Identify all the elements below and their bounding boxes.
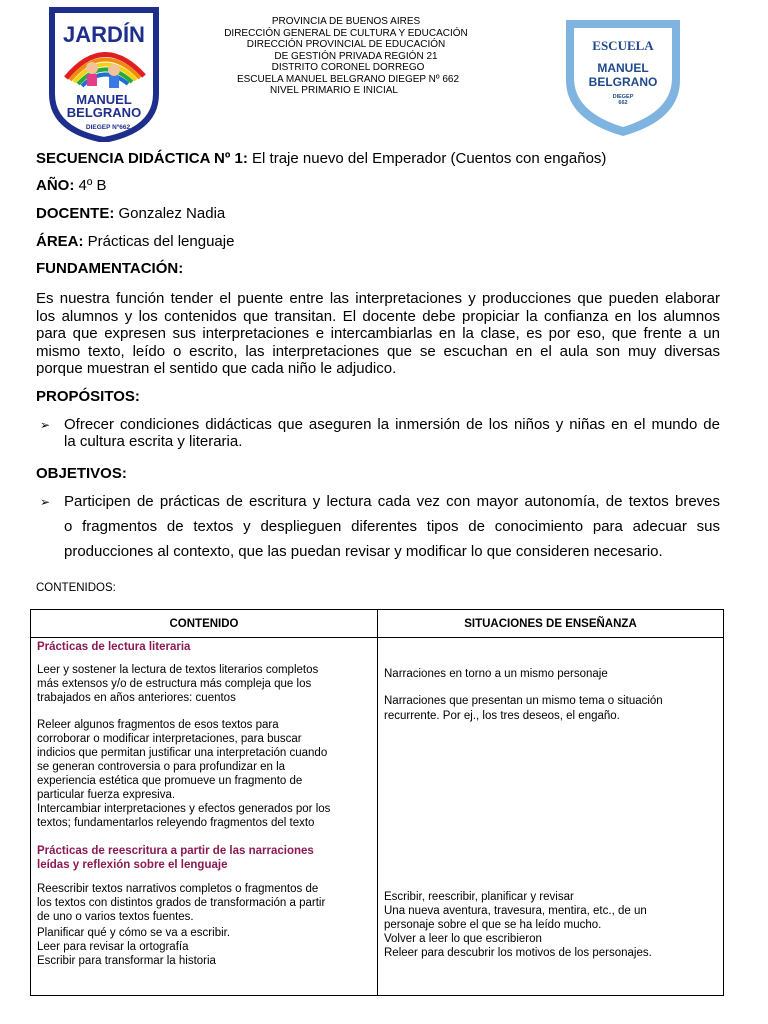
jardin-logo xyxy=(48,6,160,142)
situaciones-cell xyxy=(378,638,724,996)
area-field xyxy=(36,233,234,250)
cell-line: Intercambiar interpretaciones y efectos generados por los xyxy=(37,803,331,815)
header-line: DIRECCIÓN GENERAL DE CULTURA Y EDUCACIÓN xyxy=(224,27,468,39)
logo-left-name-1: MANUEL xyxy=(76,92,132,107)
arrow-bullet-icon: ➢ xyxy=(40,495,51,509)
logo-right-code-number: 662 xyxy=(618,100,628,106)
table-row xyxy=(31,638,724,996)
paragraph-line: porque muestran el sentido que cada niño le adjudico. xyxy=(36,360,397,377)
arrow-bullet-icon: ➢ xyxy=(40,418,51,432)
fundamentacion-paragraph xyxy=(36,290,720,378)
subheading-reescritura: Prácticas de reescritura a partir de las narraciones xyxy=(37,845,314,857)
fundamentacion-heading: FUNDAMENTACIÓN: xyxy=(36,260,184,277)
header-line: DISTRITO CORONEL DORREGO xyxy=(271,62,425,73)
bullet-line: o fragmentos de textos y desplieguen diferentes tipos de conocimiento para adecuar sus xyxy=(64,518,720,535)
paragraph-line: para que expresen sus interpretaciones e intercambiarlas en la clase, es por eso, que frente a un xyxy=(36,325,720,342)
paragraph-line: Es nuestra función tender el puente entre las interpretaciones y producciones que pueden elaborar xyxy=(36,290,720,307)
bullet-line: producciones al contexto, que las puedan revisar y modificar lo que consideren necesario. xyxy=(64,543,663,560)
contenido-cell xyxy=(31,638,378,996)
cell-line: de uno o varios textos fuentes. xyxy=(37,911,194,923)
propositos-bullet xyxy=(40,416,720,452)
logo-left-code: DIEGEP Nº662 xyxy=(85,124,131,131)
area-label: ÁREA: xyxy=(36,233,84,250)
cell-line: Leer y sostener la lectura de textos literarios completos xyxy=(37,664,319,676)
subheading-reescritura-cont: leídas y reflexión sobre el lenguaje xyxy=(37,859,228,871)
header-line: NIVEL PRIMARIO E INICIAL xyxy=(270,85,398,96)
institution-header xyxy=(196,16,496,97)
cell-line: Leer para revisar la ortografía xyxy=(37,941,189,953)
cell-line: Narraciones en torno a un mismo personaje xyxy=(384,668,608,680)
table-header-row xyxy=(31,610,724,638)
cell-line: textos; fundamentarlos releyendo fragmentos del texto xyxy=(37,817,315,829)
cell-line: se generan controversia o para profundizar en la xyxy=(37,761,286,773)
logo-left-name-2: BELGRANO xyxy=(66,105,142,120)
propositos-heading: PROPÓSITOS: xyxy=(36,388,140,405)
header-line: DIRECCIÓN PROVINCIAL DE EDUCACIÓN xyxy=(246,39,446,50)
contenidos-label: CONTENIDOS: xyxy=(36,582,116,594)
cell-line: indicios que permitan justificar una interpretación cuando xyxy=(37,747,328,759)
contenidos-table xyxy=(30,609,724,996)
table-header-contenido: CONTENIDO xyxy=(31,610,378,638)
anio-field xyxy=(36,177,107,194)
secuencia-value: El traje nuevo del Emperador (Cuentos con engaños) xyxy=(252,150,607,167)
area-value: Prácticas del lenguaje xyxy=(87,233,235,250)
anio-value: 4º B xyxy=(78,177,107,194)
cell-line: corroborar o modificar interpretaciones, para buscar xyxy=(37,733,302,745)
cell-line: Narraciones que presentan un mismo tema o situación xyxy=(384,695,663,707)
cell-line: los textos con distintos grados de transformación a partir xyxy=(37,897,326,909)
cell-line: Escribir, reescribir, planificar y revisar xyxy=(384,891,574,903)
cell-line: Reescribir textos narrativos completos o fragmentos de xyxy=(37,883,319,895)
escuela-logo xyxy=(562,16,684,140)
cell-line: recurrente. Por ej., los tres deseos, el engaño. xyxy=(384,710,620,722)
header-line: ESCUELA MANUEL BELGRANO DIEGEP Nº 662 xyxy=(236,73,460,85)
docente-label: DOCENTE: xyxy=(36,205,115,222)
bullet-line: Participen de prácticas de escritura y lectura cada vez con mayor autonomía, de textos breves xyxy=(64,493,720,510)
logo-left-title: JARDÍN xyxy=(63,22,145,47)
subheading-lectura: Prácticas de lectura literaria xyxy=(37,641,191,653)
bullet-line: Ofrecer condiciones didácticas que aseguren la inmersión de los niños y niñas en el mundo de xyxy=(64,416,720,433)
cell-line: Volver a leer lo que escribieron xyxy=(384,933,542,945)
objetivos-heading: OBJETIVOS: xyxy=(36,465,127,482)
cell-line: Escribir para transformar la historia xyxy=(37,955,216,967)
bullet-line: la cultura escrita y literaria. xyxy=(64,433,243,450)
cell-line: más extensos y/o de estructura más compleja que los xyxy=(37,678,312,690)
cell-line: Releer para descubrir los motivos de los personajes. xyxy=(384,947,652,959)
objetivos-bullet xyxy=(40,493,720,568)
docente-value: Gonzalez Nadia xyxy=(118,205,226,222)
secuencia-label: SECUENCIA DIDÁCTICA Nº 1: xyxy=(36,150,248,167)
paragraph-line: los alumnos y los contenidos que transitan. El docente debe propiciar la confianza en los alumnos xyxy=(36,307,720,325)
secuencia-field xyxy=(36,150,606,167)
cell-line: Planificar qué y cómo se va a escribir. xyxy=(37,927,231,939)
logo-right-name-1: MANUEL xyxy=(597,61,649,75)
header-line: DE GESTIÓN PRIVADA REGIÓN 21 xyxy=(274,50,438,62)
cell-line: experiencia estética que promueve un fragmento de xyxy=(37,775,303,787)
logo-right-title: ESCUELA xyxy=(592,38,654,53)
cell-line: trabajados en años anteriores: cuentos xyxy=(37,692,236,704)
header-line: PROVINCIA DE BUENOS AIRES xyxy=(271,16,421,27)
logo-right-name-2: BELGRANO xyxy=(588,75,658,89)
cell-line: Releer algunos fragmentos de esos textos para xyxy=(37,719,279,731)
logo-right-code-label: DIEGEP xyxy=(612,94,634,100)
cell-line: particular fuerza expresiva. xyxy=(37,789,176,801)
cell-line: personaje sobre el que se ha leído mucho. xyxy=(384,919,602,931)
table-header-situaciones: SITUACIONES DE ENSEÑANZA xyxy=(378,610,724,638)
paragraph-line: mismo texto, leído o escrito, las interpretaciones que se escuchan en el aula son muy diversas xyxy=(36,342,720,360)
anio-label: AÑO: xyxy=(36,177,75,194)
cell-line: Una nueva aventura, travesura, mentira, etc., de un xyxy=(384,905,647,917)
docente-field xyxy=(36,205,225,222)
